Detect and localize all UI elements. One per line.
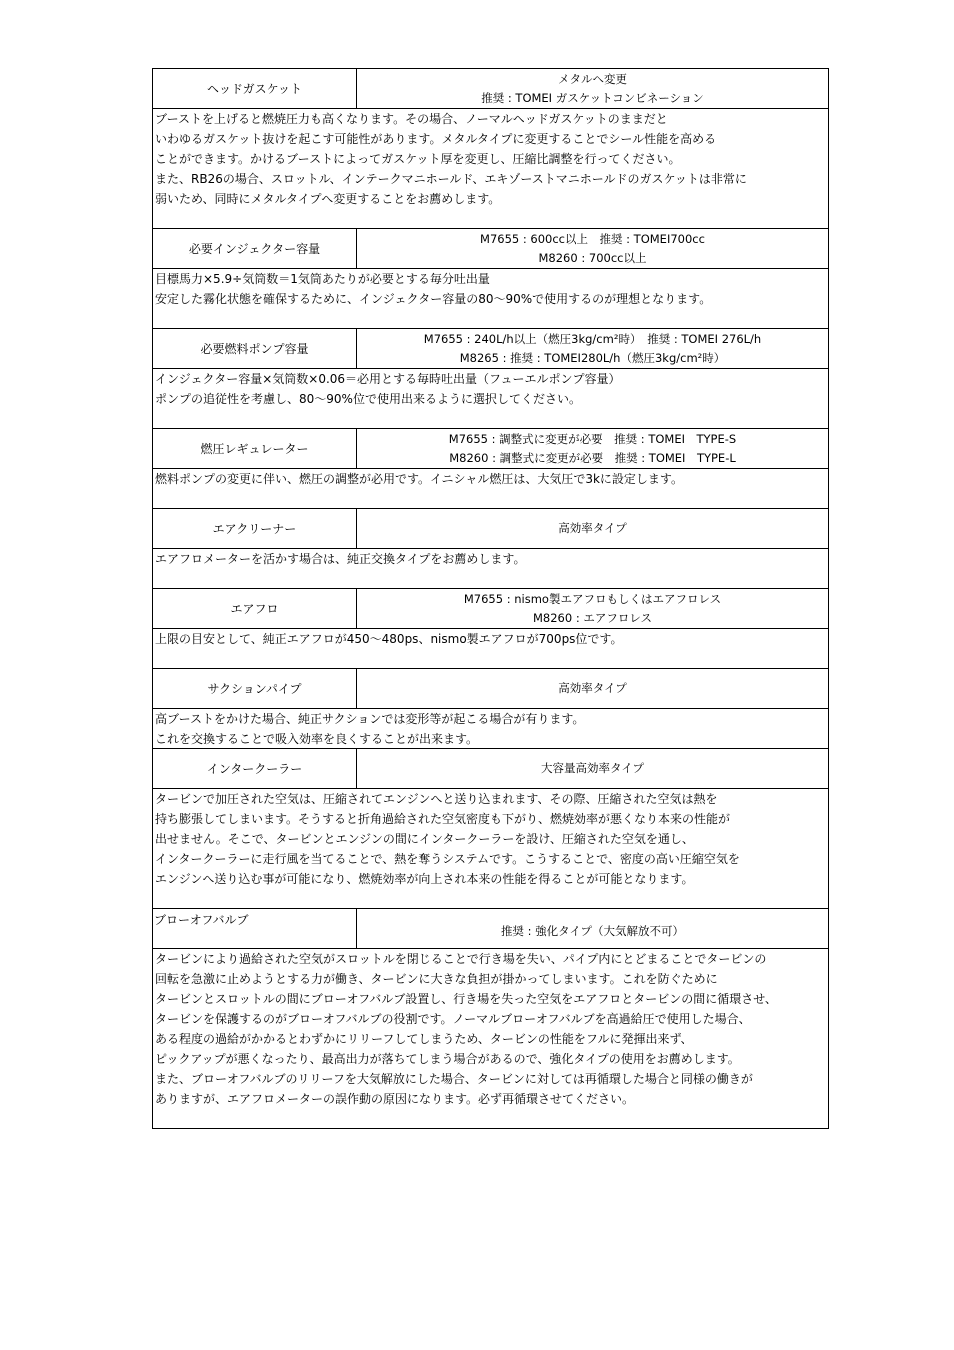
description-line: 持ち膨張してしまいます。そうすると折角過給された空気密度も下がり、燃焼効率が悪くなり本来の性能が	[155, 812, 731, 826]
description-line: 上限の目安として、純正エアフロが450～480ps、nismo製エアフロが700ps位です。	[155, 632, 623, 646]
spec-header-row	[153, 749, 828, 789]
spec-header-row	[153, 589, 828, 629]
spec-section	[152, 589, 829, 669]
spec-value	[357, 429, 828, 468]
spec-section	[152, 68, 829, 229]
description-line: 高ブーストをかけた場合、純正サクションでは変形等が起こる場合が有ります。	[155, 712, 585, 726]
spec-value	[357, 909, 828, 948]
description-line: これを交換することで吸入効率を良くすることが出来ます。	[155, 732, 479, 746]
spec-value-line: M7655 : 調整式に変更が必要 推奨 : TOMEI TYPE-S	[448, 431, 737, 446]
spec-value	[357, 669, 828, 708]
description-line: 安定した霧化状態を確保するために、インジェクター容量の80～90%で使用するのが理想となります。	[155, 292, 712, 306]
spec-value-line: M8260 : エアフロレス	[532, 610, 653, 625]
description-line: エアフロメーターを活かす場合は、純正交換タイプをお薦めします。	[155, 552, 526, 566]
spec-description	[153, 549, 828, 589]
spec-value	[357, 69, 828, 108]
description-line: インジェクター容量×気筒数×0.06＝必用とする毎時吐出量（フューエルポンプ容量）	[155, 372, 621, 386]
spec-value-line: 大容量高効率タイプ	[541, 761, 644, 775]
spec-value-line: M8265 : 推奨 : TOMEI280L/h（燃圧3kg/cm²時）	[459, 350, 726, 365]
description-line: 目標馬力×5.9÷気筒数＝1気筒あたりが必要とする毎分吐出量	[155, 272, 490, 286]
spec-value	[357, 329, 828, 368]
spec-value-line: M7655 : nismo製エアフロもしくはエアフロレス	[463, 591, 722, 606]
description-line: 弱いため、同時にメタルタイプへ変更することをお薦めします。	[155, 192, 501, 206]
spec-value-line: M7655 : 240L/h以上（燃圧3kg/cm²時） 推奨 : TOMEI 276L/h	[423, 331, 762, 346]
description-line: 回転を急激に止めようとする力が働き、タービンに大きな負担が掛かってしまいます。これを防ぐために	[155, 972, 718, 986]
spec-header-row	[153, 509, 828, 549]
description-line: インタークーラーに走行風を当てることで、熱を奪うシステムです。こうすることで、密度の高い圧縮空気を	[155, 852, 740, 866]
spec-label: 燃圧レギュレーター	[153, 429, 357, 468]
description-line: ありますが、エアフロメーターの誤作動の原因になります。必ず再循環させてください。	[155, 1092, 635, 1106]
spec-value	[357, 589, 828, 628]
description-line	[155, 489, 828, 509]
spec-sheet	[152, 68, 829, 1129]
description-line: タービンとスロットルの間にブローオフバルブ設置し、行き場を失った空気をエアフロとタービンの間に循環させ、	[155, 992, 777, 1006]
spec-description	[153, 629, 828, 669]
spec-description	[153, 109, 828, 229]
description-line: ピックアップが悪くなったり、最高出力が落ちてしまう場合があるので、強化タイプの使用をお薦めします。	[155, 1052, 740, 1066]
spec-section	[152, 749, 829, 909]
spec-value	[357, 229, 828, 268]
spec-header-row	[153, 669, 828, 709]
description-line: 出せません。そこで、タービンとエンジンの間にインタークーラーを設け、圧縮された空気を通し、	[155, 832, 694, 846]
spec-value-line: 推奨 : TOMEI ガスケットコンビネーション	[481, 90, 704, 105]
spec-description	[153, 709, 828, 749]
spec-label: サクションパイプ	[153, 669, 357, 708]
spec-value-line: M7655 : 600cc以上 推奨 : TOMEI700cc	[480, 231, 705, 246]
spec-value-line: M8260 : 調整式に変更が必要 推奨 : TOMEI TYPE-L	[449, 450, 736, 465]
spec-section	[152, 909, 829, 1129]
description-line: エンジンへ送り込む事が可能になり、燃焼効率が向上され本来の性能を得ることが可能となります。	[155, 872, 694, 886]
spec-value-line: 推奨 : 強化タイプ（大気解放不可）	[500, 924, 685, 938]
spec-header-row	[153, 229, 828, 269]
spec-section	[152, 669, 829, 749]
spec-section	[152, 329, 829, 429]
spec-description	[153, 789, 828, 909]
spec-value-line: 高効率タイプ	[558, 681, 627, 695]
spec-description	[153, 469, 828, 509]
description-line: ことができます。かけるブーストによってガスケット厚を変更し、圧縮比調整を行ってください。	[155, 152, 681, 166]
spec-label: インタークーラー	[153, 749, 357, 788]
description-line: ある程度の過給がかかるとわずかにリリーフしてしまうため、タービンの性能をフルに発揮出来ず、	[155, 1032, 693, 1046]
description-line	[155, 209, 828, 229]
description-line: また、RB26の場合、スロットル、インテークマニホールド、エキゾーストマニホールドのガスケットは非常に	[155, 172, 747, 186]
spec-header-row	[153, 69, 828, 109]
description-line: タービンを保護するのがブローオフバルブの役割です。ノーマルブローオフバルブを高過給圧で使用した場合、	[155, 1012, 751, 1026]
spec-description	[153, 369, 828, 429]
spec-value	[357, 749, 828, 788]
spec-value	[357, 509, 828, 548]
spec-section	[152, 229, 829, 329]
spec-header-row	[153, 329, 828, 369]
spec-label: ブローオフバルブ	[153, 909, 357, 948]
spec-label: エアクリーナー	[153, 509, 357, 548]
spec-value-line: M8260 : 700cc以上	[538, 250, 647, 265]
description-line: ポンプの追従性を考慮し、80～90%位で使用出来るように選択してください。	[155, 392, 581, 406]
spec-label: 必要インジェクター容量	[153, 229, 357, 268]
spec-header-row	[153, 429, 828, 469]
description-line	[155, 309, 828, 329]
spec-description	[153, 269, 828, 329]
description-line: タービンにより過給された空気がスロットルを閉じることで行き場を失い、パイプ内にとどまることでタービンの	[155, 952, 767, 966]
spec-description	[153, 949, 828, 1129]
description-line: タービンで加圧された空気は、圧縮されてエンジンへと送り込まれます、その際、圧縮された空気は熱を	[155, 792, 718, 806]
spec-value-line: メタルへ変更	[558, 71, 627, 86]
spec-section	[152, 429, 829, 509]
spec-label: ヘッドガスケット	[153, 69, 357, 108]
description-line: ブーストを上げると燃焼圧力も高くなります。その場合、ノーマルヘッドガスケットのままだと	[155, 112, 668, 126]
spec-value-line: 高効率タイプ	[558, 521, 627, 535]
description-line: いわゆるガスケット抜けを起こす可能性があります。メタルタイプに変更することでシール性能を高める	[155, 132, 717, 146]
spec-label: エアフロ	[153, 589, 357, 628]
description-line: 燃料ポンプの変更に伴い、燃圧の調整が必用です。イニシャル燃圧は、大気圧で3kに設定します。	[155, 472, 683, 486]
description-line: また、ブローオフバルブのリリーフを大気解放にした場合、タービンに対しては再循環した場合と同様の働きが	[155, 1072, 753, 1086]
spec-section	[152, 509, 829, 589]
spec-label: 必要燃料ポンプ容量	[153, 329, 357, 368]
spec-header-row	[153, 909, 828, 949]
description-line	[155, 409, 828, 429]
